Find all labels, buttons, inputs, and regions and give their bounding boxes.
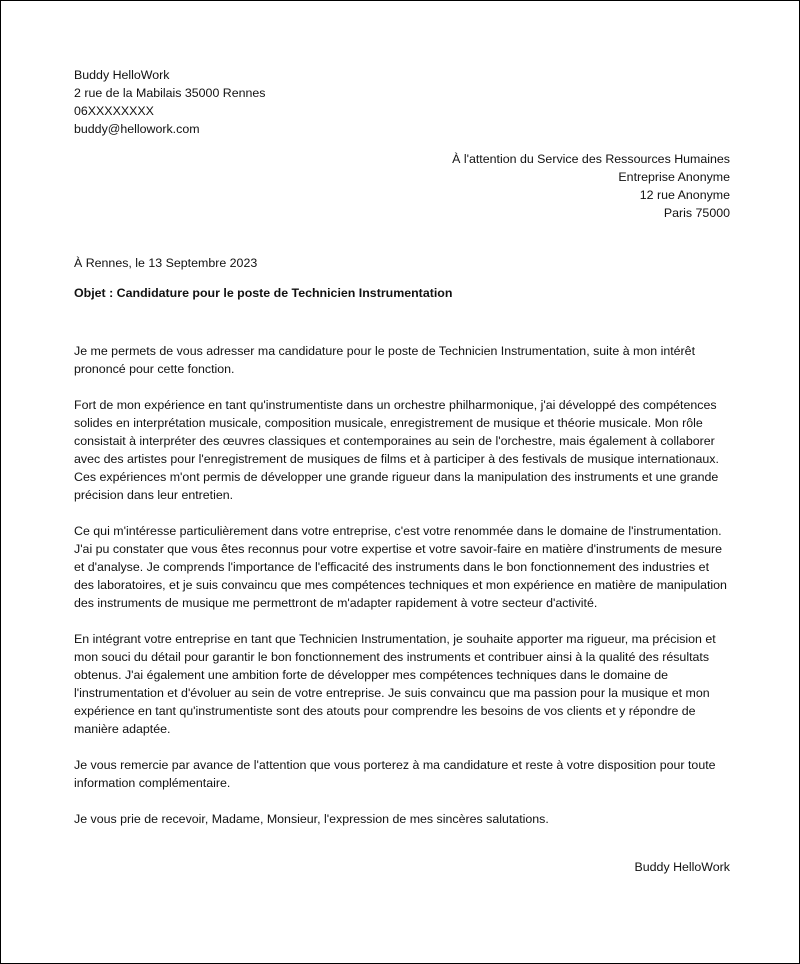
letter-content (74, 66, 730, 876)
date-line: À Rennes, le 13 Septembre 2023 (74, 256, 258, 270)
paragraph-experience: Fort de mon expérience en tant qu'instrumentiste dans un orchestre philharmonique, j'ai développé des compétences solides en interprétation musicale, composition musicale, enregistrement de musique et théorie musicale. Mon rôle consistait à interpréter des œuvres classiques et contemporaines au sein de l'orchestre, mais également à collaborer avec des artistes pour l'enregistrement de musiques de films et à participer à des festivals de musique internationaux. Ces expériences m'ont permis de développer une grande rigueur dans la manipulation des instruments et une grande précision dans leur entretien. (74, 398, 719, 502)
paragraph-thanks: Je vous remercie par avance de l'attention que vous porterez à ma candidature et reste à votre disposition pour toute information complémentaire. (74, 758, 716, 790)
recipient-block (74, 150, 730, 222)
paragraph-closing: Je vous prie de recevoir, Madame, Monsieur, l'expression de mes sincères salutations. (74, 812, 549, 826)
recipient-attention: À l'attention du Service des Ressources Humaines (452, 152, 730, 166)
signature: Buddy HelloWork (634, 860, 730, 874)
sender-name: Buddy HelloWork (74, 68, 170, 82)
paragraph-company-interest: Ce qui m'intéresse particulièrement dans votre entreprise, c'est votre renommée dans le domaine de l'instrumentation. J'ai pu constater que vous êtes reconnus pour votre expertise et votre savoir-faire en matière d'instruments de mesure et d'analyse. Je comprends l'importance de l'efficacité des instruments dans le bon fonctionnement des industries et des laboratoires, et je suis convaincu que mes compétences techniques et mon expérience en matière de manipulation des instruments de musique me permettront de m'adapter rapidement à votre secteur d'activité. (74, 524, 727, 610)
subject-line: Objet : Candidature pour le poste de Technicien Instrumentation (74, 286, 453, 300)
sender-phone: 06XXXXXXXX (74, 104, 154, 118)
sender-email: buddy@hellowork.com (74, 122, 200, 136)
letter-body (74, 342, 730, 828)
sender-address: 2 rue de la Mabilais 35000 Rennes (74, 86, 266, 100)
paragraph-motivation: En intégrant votre entreprise en tant que Technicien Instrumentation, je souhaite apporter ma rigueur, ma précision et mon souci du détail pour garantir le bon fonctionnement des instruments et contribuer ainsi à la qualité des résultats obtenus. J'ai également une ambition forte de développer mes compétences techniques dans le domaine de l'instrumentation et d'évoluer au sein de votre entreprise. Je suis convaincu que ma passion pour la musique et mon expérience en tant qu'instrumentiste sont des atouts pour comprendre les besoins de vos clients et y répondre de manière adaptée. (74, 632, 716, 736)
paragraph-intro: Je me permets de vous adresser ma candidature pour le poste de Technicien Instrumentation, suite à mon intérêt prononcé pour cette fonction. (74, 344, 696, 376)
recipient-street: 12 rue Anonyme (639, 188, 730, 202)
recipient-city: Paris 75000 (663, 206, 730, 220)
recipient-company: Entreprise Anonyme (618, 170, 730, 184)
sender-block (74, 66, 730, 138)
